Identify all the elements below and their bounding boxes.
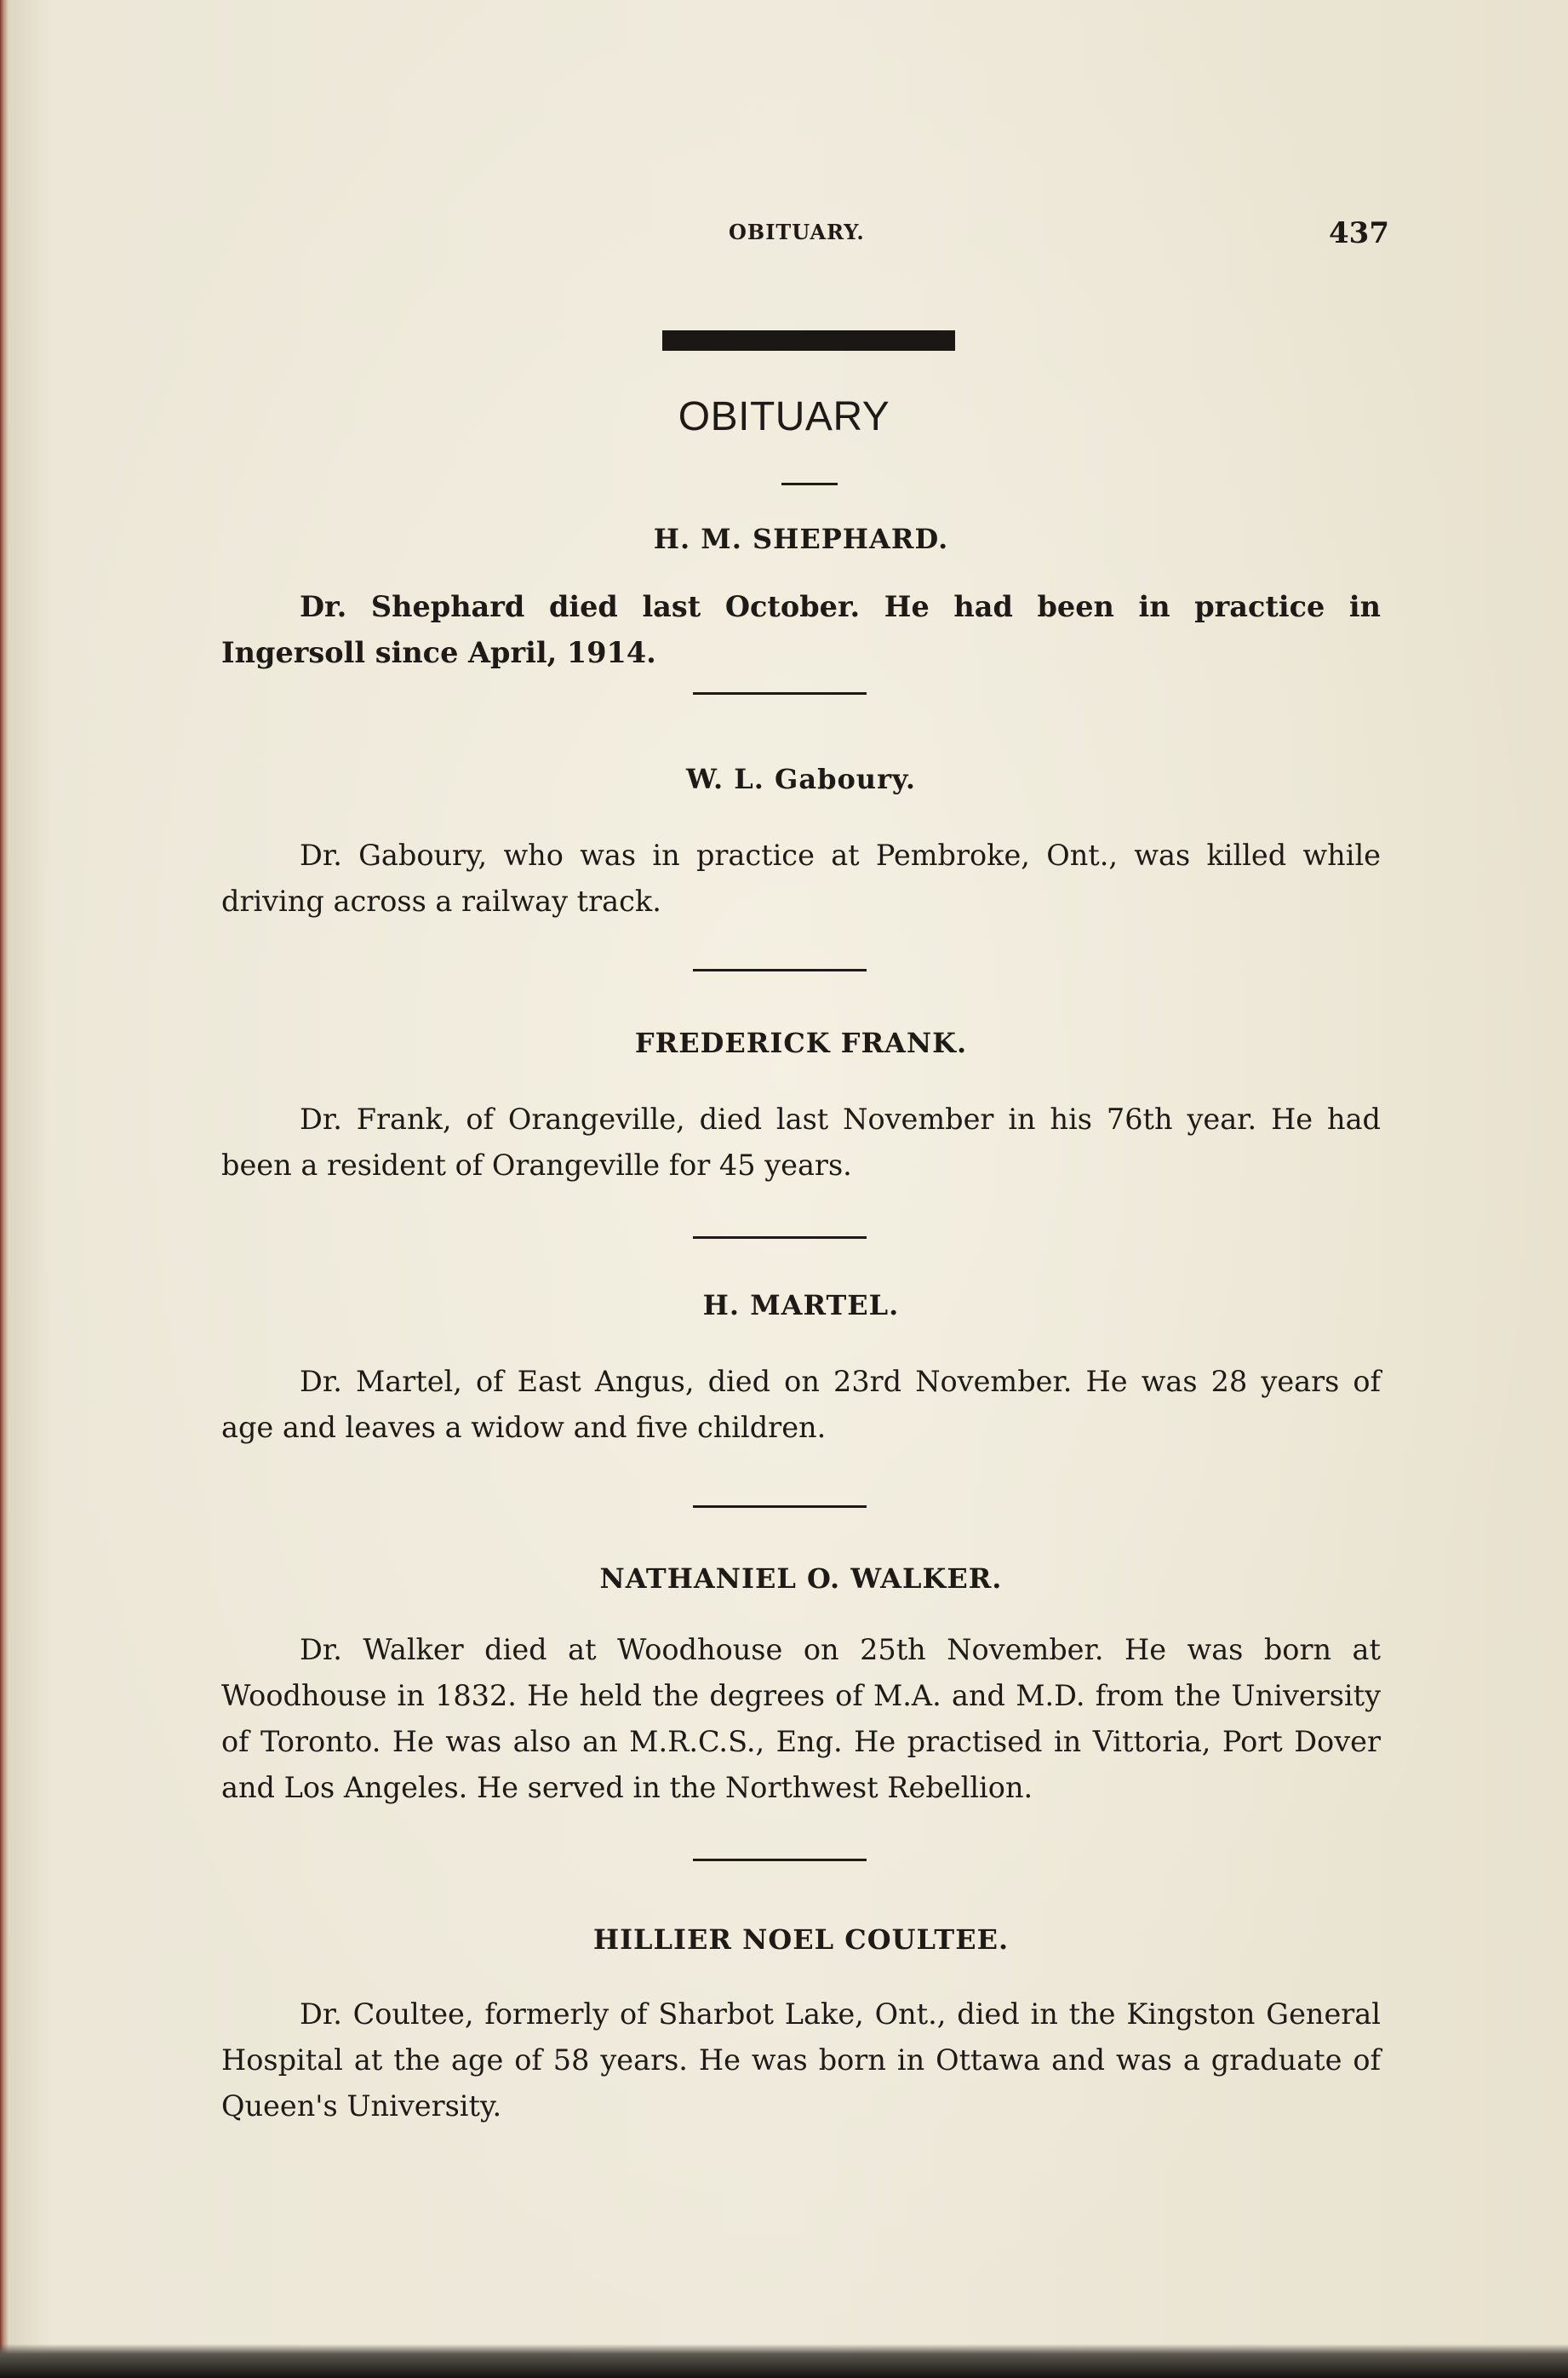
obituary-entry [221, 1923, 1381, 2129]
page-bottom-edge [0, 2344, 1568, 2378]
page-number: 437 [1329, 216, 1389, 250]
entry-text: Dr. Frank, of Orangeville, died last November in his 76th year. He had been a resident of Orangeville for 45 years. [221, 1103, 1381, 1182]
section-title: OBITUARY [678, 394, 890, 439]
entry-text: Dr. Coultee, formerly of Sharbot Lake, Ont., died in the Kingston General Hospital at the age of 58 years. He was born in Ottawa and was a graduate of Queen's University. [221, 1997, 1381, 2123]
entry-heading: W. L. Gaboury. [686, 763, 916, 795]
running-head-title: OBITUARY. [729, 220, 865, 244]
obituary-entry [221, 523, 1381, 676]
title-rule [781, 483, 838, 485]
separator-rule [693, 1859, 867, 1861]
entry-text: Dr. Gaboury, who was in practice at Pembroke, Ont., was killed while driving across a railway track. [221, 839, 1381, 918]
entry-text: Dr. Walker died at Woodhouse on 25th November. He was born at Woodhouse in 1832. He held the degrees of M.A. and M.D. from the University of Toronto. He was also an M.R.C.S., Eng. He practised in Vittoria, Port Dover and Los Angeles. He served in the Northwest Rebellion. [221, 1633, 1381, 1804]
page-left-edge [0, 0, 9, 2378]
entry-heading: NATHANIEL O. WALKER. [599, 1562, 1003, 1595]
entry-heading: FREDERICK FRANK. [634, 1027, 968, 1059]
separator-rule [693, 1236, 867, 1239]
entry-text: Dr. Shephard died last October. He had been in practice in Ingersoll since April, 1914. [221, 590, 1381, 669]
separator-rule [693, 692, 867, 695]
entry-heading: H. M. SHEPHARD. [653, 523, 949, 555]
entry-heading: H. MARTEL. [702, 1289, 900, 1321]
ornamental-black-bar [662, 330, 955, 351]
obituary-entry [221, 763, 1381, 925]
separator-rule [693, 1505, 867, 1508]
running-head [0, 216, 1568, 254]
entry-text: Dr. Martel, of East Angus, died on 23rd November. He was 28 years of age and leaves a widow and five children. [221, 1365, 1381, 1444]
separator-rule [693, 969, 867, 971]
obituary-entry [221, 1027, 1381, 1189]
obituary-entry [221, 1289, 1381, 1451]
obituary-entry [221, 1562, 1381, 1811]
entry-heading: HILLIER NOEL COULTEE. [592, 1923, 1010, 1956]
